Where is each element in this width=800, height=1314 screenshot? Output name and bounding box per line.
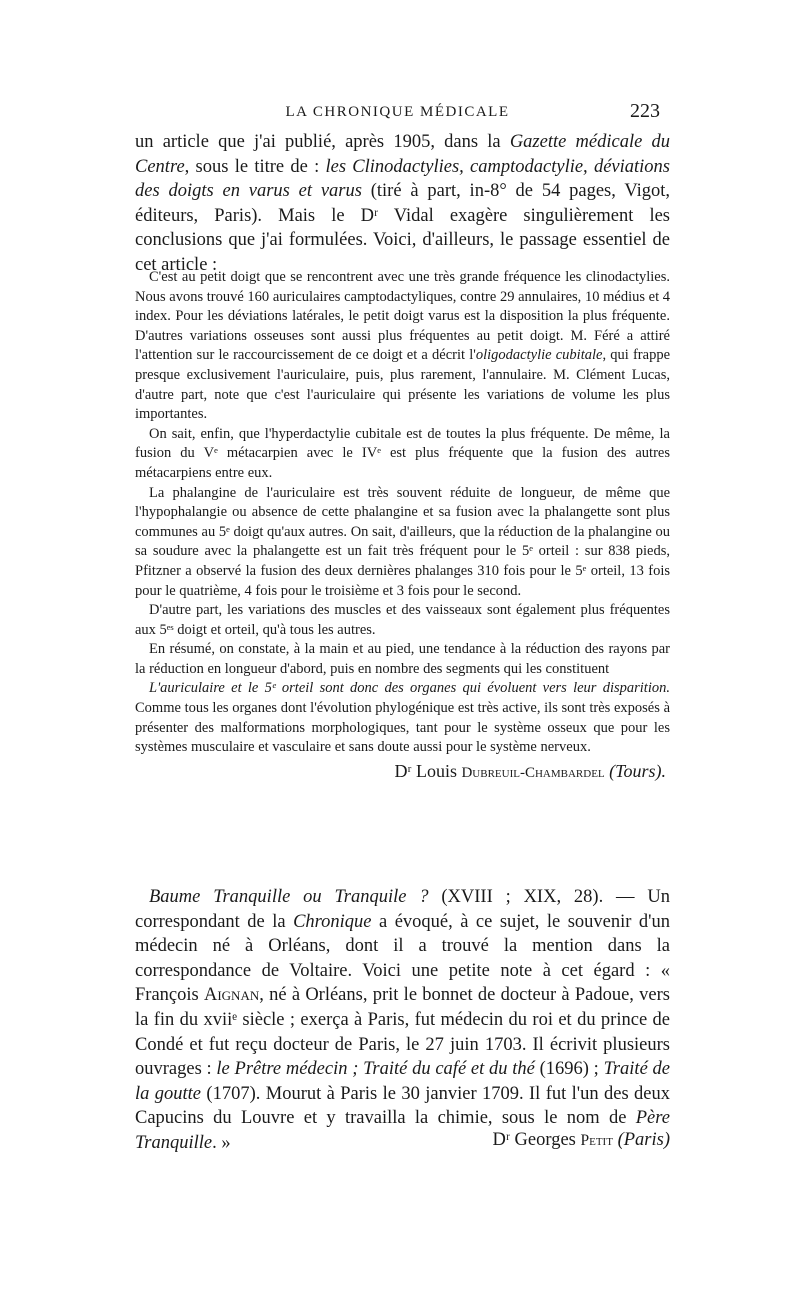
sig-place: (Paris) [617, 1130, 670, 1150]
note-run: (XVIII ; XIX, 28). — Un correspondant de la [135, 887, 670, 932]
quote-paragraph-4: D'autre part, les variations des muscles et des vaisseaux sont également plus fréquentes aux 5ᵉˢ doigt et orteil, qu'à tous les autres. [135, 602, 670, 638]
note-person: Aignan [203, 985, 260, 1006]
note-run: , né à Orléans, prit le bonnet de docteur à Padoue, vers la fin du xviiᵉ siècle ; exerça à Paris, fut médecin du roi et du prince de Condé et fut reçu docteur de Paris, le 27 juin 1703. Il écrivit plusieurs ouvrages : [135, 985, 670, 1080]
note-journal: Chronique [293, 911, 372, 932]
note-title: Baume Tranquille ou Tranquile ? [149, 887, 429, 907]
running-head: LA CHRONIQUE MÉDICALE [285, 104, 510, 120]
quote-paragraph-6 [135, 679, 670, 757]
intro-run-5: (tiré à part, in-8° de 54 pages, Vigot, éditeurs, Paris). Mais le Dʳ Vidal exagère singulièrement les conclusions que j'ai formulées. Voici, d'ailleurs, le passage essentiel de cet article : [135, 181, 670, 275]
quote-paragraph-1 [135, 268, 670, 425]
note-run: (1707). Mourut à Paris le 30 janvier 1709. Il fut l'un des deux Capucins du Louvre et y travailla la chimie, sous le nom de [135, 1083, 670, 1129]
query-note [135, 885, 670, 1156]
quoted-passage [135, 268, 670, 783]
note-run: . » [212, 1132, 231, 1153]
note-nickname: Père Tranquille [135, 1108, 670, 1153]
quote-paragraph-3: La phalangine de l'auriculaire est très souvent réduite de longueur, de même que l'hypophalangie ou absence de cette phalangine et sa fusion avec la phalangette sont plus communes au 5ᵉ doigt qu'aux autres. On sait, d'ailleurs, que la réduction de la phalangine ou sa soudure avec la phalangette est un fait très fréquent pour le 5ᵉ orteil : sur 838 pieds, Pfitzner a observé la fusion des deux dernières phalanges 310 fois pour le 5ᵉ orteil, 13 fois pour le quatrième, 4 fois pour le troisième et 3 fois pour le second. [135, 484, 670, 599]
note-run: a évoqué, à ce sujet, le souvenir d'un médecin né à Orléans, dont il a trouvé la mention dans la correspondance de Voltaire. Voici une petite note à cet égard : « François [135, 911, 670, 1006]
quote-run: C'est au petit doigt que se rencontrent avec une très grande fréquence les clinodactylies. Nous avons trouvé 160 auriculaires camptodactyliques, contre 29 annulaires, 10 médius et 4 index. Pour les déviations latérales, le petit doigt varus est la disposition la plus fréquente. D'autres variations osseuses sont aussi plus fréquentes au petit doigt. M. Féré a attiré l'attention sur le raccourcissement de ce doigt et a décrit l' [135, 269, 670, 364]
intro-run-1: un article que j'ai publié, après 1905, dans la [135, 132, 510, 152]
sig-name: Dubreuil-Chambardel [461, 764, 605, 781]
intro-run-3: , sous le titre de : [184, 156, 326, 177]
sig-place: (Tours). [609, 760, 666, 781]
author-signature [135, 762, 670, 784]
quote-paragraph-2: On sait, enfin, que l'hyperdactylie cubitale est de toutes la plus fréquente. De même, la fusion du Vᵉ métacarpien avec le IVᵉ est plus fréquente que la fusion des autres métacarpiens entre eux. [135, 425, 670, 481]
note-signature [493, 1130, 670, 1151]
page-header [135, 100, 660, 126]
note-paragraph [135, 885, 670, 1156]
intro-paragraph [135, 130, 670, 277]
page-number: 223 [630, 100, 660, 122]
quote-run: Comme tous les organes dont l'évolution phylogénique est très active, ils sont très exposés à présenter des malformations morphologiques, tant pour le système osseux que pour les systèmes musculaire et vasculaire et sans doute aussi pour le système nerveux. [135, 700, 670, 756]
sig-name: Petit [580, 1132, 613, 1149]
note-run: (1696) ; [534, 1059, 604, 1080]
article-title: les Clinodactylies, camptodactylie, déviations des doigts en varus et varus [135, 156, 670, 201]
journal-title: Gazette médicale du Centre [135, 132, 670, 177]
sig-prefix: Dʳ Louis [394, 760, 462, 781]
quote-term: oligodactylie cubitale [475, 347, 603, 364]
quote-conclusion: L'auriculaire et le 5ᵉ orteil sont donc des organes qui évoluent vers leur disparition. [149, 680, 670, 697]
quote-paragraph-5: En résumé, on constate, à la main et au pied, une tendance à la réduction des rayons par la réduction en longueur d'abord, puis en nombre des segments qui les constituent [135, 641, 670, 677]
note-works: le Prêtre médecin ; Traité du café et du thé [216, 1059, 535, 1080]
sig-prefix: Dʳ Georges [492, 1130, 581, 1150]
quote-run: , qui frappe presque exclusivement l'auriculaire, puis, plus rarement, l'annulaire. M. Clément Lucas, d'autre part, note que c'est l'auriculaire qui présente les variations de volume les plus importantes. [135, 347, 670, 423]
note-works: Traité de la goutte [135, 1059, 670, 1104]
intro-text [135, 130, 670, 277]
